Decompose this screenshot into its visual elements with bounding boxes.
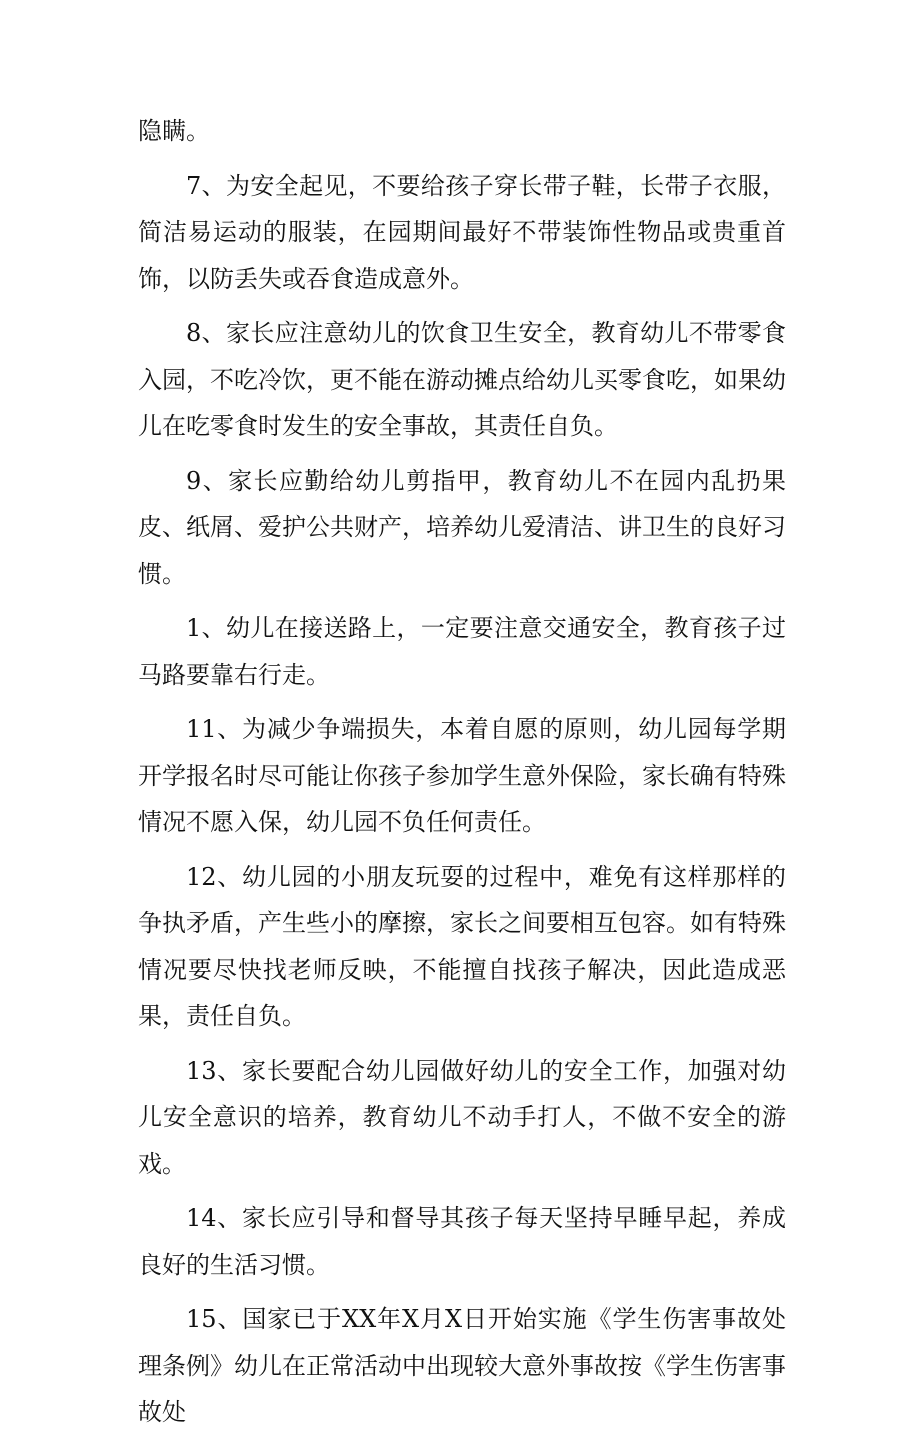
paragraph-item-15: 15、国家已于XX年X月X日开始实施《学生伤害事故处理条例》幼儿在正常活动中出现较大意外事故按《学生伤害事故处 (138, 1305, 786, 1426)
paragraph-item-13: 13、家长要配合幼儿园做好幼儿的安全工作，加强对幼儿安全意识的培养，教育幼儿不动手打人，不做不安全的游戏。 (138, 1056, 786, 1178)
paragraph-item-1: 1、幼儿在接送路上，一定要注意交通安全，教育孩子过马路要靠右行走。 (138, 614, 786, 689)
paragraph-item-9: 9、家长应勤给幼儿剪指甲，教育幼儿不在园内乱扔果皮、纸屑、爱护公共财产，培养幼儿爱清洁、讲卫生的良好习惯。 (138, 466, 786, 588)
paragraph-item-14: 14、家长应引导和督导其孩子每天坚持早睡早起，养成良好的生活习惯。 (138, 1204, 786, 1279)
paragraph-item-12: 12、幼儿园的小朋友玩耍的过程中，难免有这样那样的争执矛盾，产生些小的摩擦，家长之间要相互包容。如有特殊情况要尽快找老师反映，不能擅自找孩子解决，因此造成恶果，责任自负。 (138, 862, 786, 1030)
document-page (138, 108, 786, 1436)
paragraph-item-7: 7、为安全起见，不要给孩子穿长带子鞋，长带子衣服，简洁易运动的服装，在园期间最好不带装饰性物品或贵重首饰，以防丢失或吞食造成意外。 (138, 171, 786, 293)
paragraph-item-11: 11、为减少争端损失，本着自愿的原则，幼儿园每学期开学报名时尽可能让你孩子参加学生意外保险，家长确有特殊情况不愿入保，幼儿园不负任何责任。 (138, 715, 786, 836)
paragraph-item-8: 8、家长应注意幼儿的饮食卫生安全，教育幼儿不带零食入园，不吃冷饮，更不能在游动摊点给幼儿买零食吃，如果幼儿在吃零食时发生的安全事故，其责任自负。 (138, 319, 786, 440)
paragraph-continuation: 隐瞒。 (138, 117, 210, 145)
